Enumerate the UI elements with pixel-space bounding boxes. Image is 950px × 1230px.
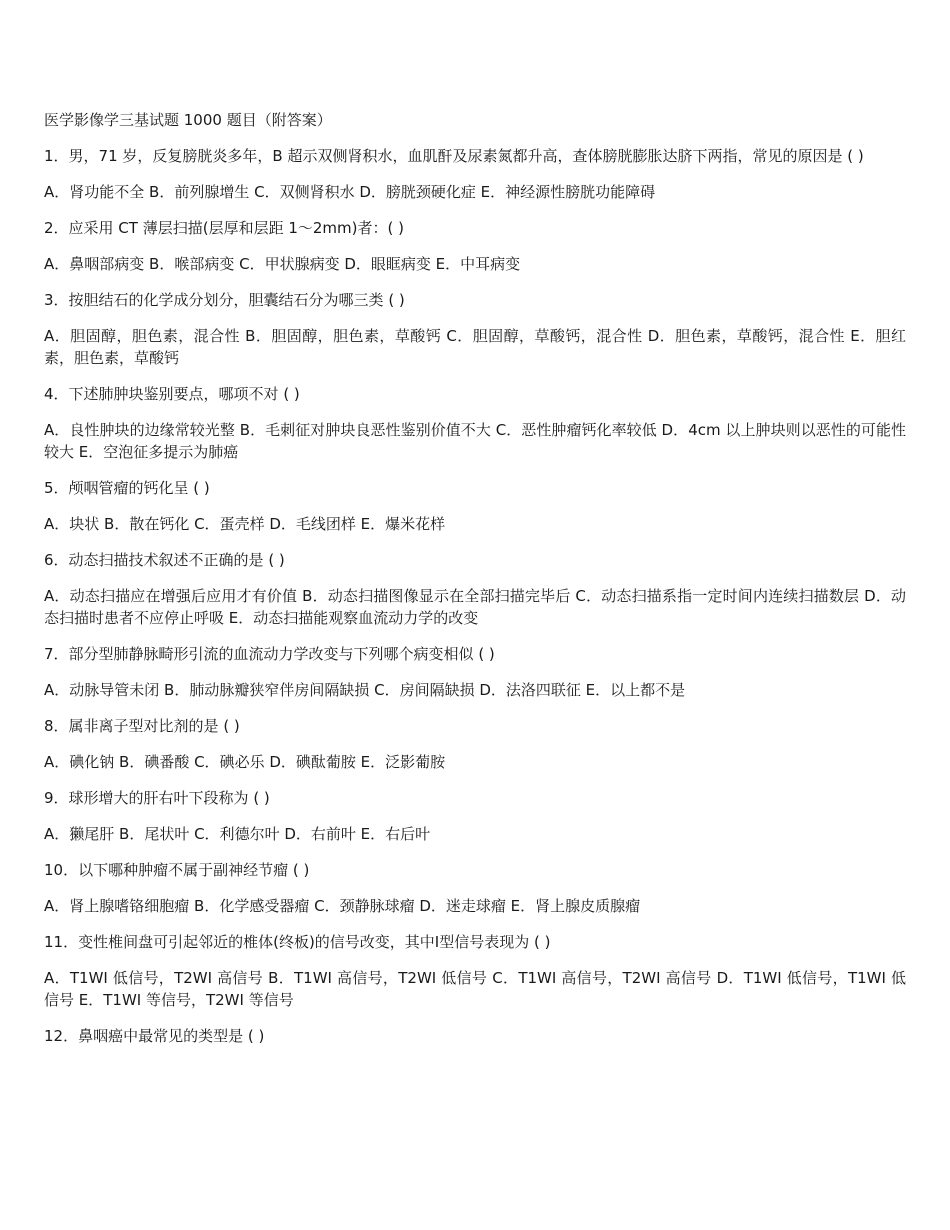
- question-8: 8．属非离子型对比剂的是 ( ): [44, 717, 240, 735]
- options-6: A．动态扫描应在增强后应用才有价值 B．动态扫描图像显示在全部扫描完毕后 C．动态扫描系指一定时间内连续扫描数层 D．动态扫描时患者不应停止呼吸 E．动态扫描能观察血流动力学的改变: [44, 587, 906, 627]
- question-4: 4．下述肺肿块鉴别要点，哪项不对 ( ): [44, 385, 300, 403]
- question-1: 1．男，71 岁，反复膀胱炎多年，B 超示双侧肾积水，血肌酐及尿素氮都升高，查体膀胱膨胀达脐下两指，常见的原因是 ( ): [44, 147, 864, 165]
- options-4: A．良性肿块的边缘常较光整 B．毛刺征对肿块良恶性鉴别价值不大 C．恶性肿瘤钙化率较低 D．4cm 以上肿块则以恶性的可能性较大 E．空泡征多提示为肺癌: [44, 421, 906, 461]
- question-7: 7．部分型肺静脉畸形引流的血流动力学改变与下列哪个病变相似 ( ): [44, 645, 495, 663]
- options-1: A．肾功能不全 B．前列腺增生 C．双侧肾积水 D．膀胱颈硬化症 E．神经源性膀胱功能障碍: [44, 183, 656, 201]
- question-11: 11．变性椎间盘可引起邻近的椎体(终板)的信号改变，其中Ⅰ型信号表现为 ( ): [44, 933, 551, 951]
- question-12: 12．鼻咽癌中最常见的类型是 ( ): [44, 1027, 265, 1045]
- options-8: A．碘化钠 B．碘番酸 C．碘必乐 D．碘酞葡胺 E．泛影葡胺: [44, 753, 446, 771]
- question-9: 9．球形增大的肝右叶下段称为 ( ): [44, 789, 270, 807]
- options-9: A．獭尾肝 B．尾状叶 C．利德尔叶 D．右前叶 E．右后叶: [44, 825, 431, 843]
- options-11: A．T1WI 低信号，T2WI 高信号 B．T1WI 高信号，T2WI 低信号 C．T1WI 高信号，T2WI 高信号 D．T1WI 低信号，T1WI 低信号 E．T1WI 等信号，T2WI 等信号: [44, 969, 906, 1009]
- document-title: 医学影像学三基试题 1000 题目（附答案）: [44, 111, 332, 129]
- options-10: A．肾上腺嗜铬细胞瘤 B．化学感受器瘤 C．颈静脉球瘤 D．迷走球瘤 E．肾上腺皮质腺瘤: [44, 897, 641, 915]
- document-page: [44, 109, 906, 1061]
- options-3: A．胆固醇，胆色素，混合性 B．胆固醇，胆色素，草酸钙 C．胆固醇，草酸钙，混合性 D．胆色素，草酸钙，混合性 E．胆红素，胆色素，草酸钙: [44, 327, 906, 367]
- question-6: 6．动态扫描技术叙述不正确的是 ( ): [44, 551, 285, 569]
- question-10: 10．以下哪种肿瘤不属于副神经节瘤 ( ): [44, 861, 310, 879]
- question-5: 5．颅咽管瘤的钙化呈 ( ): [44, 479, 210, 497]
- options-5: A．块状 B．散在钙化 C．蛋壳样 D．毛线团样 E．爆米花样: [44, 515, 446, 533]
- question-2: 2．应采用 CT 薄层扫描(层厚和层距 1～2mm)者：( ): [44, 219, 404, 237]
- options-2: A．鼻咽部病变 B．喉部病变 C．甲状腺病变 D．眼眶病变 E．中耳病变: [44, 255, 521, 273]
- options-7: A．动脉导管未闭 B．肺动脉瓣狭窄伴房间隔缺损 C．房间隔缺损 D．法洛四联征 E．以上都不是: [44, 681, 686, 699]
- question-3: 3．按胆结石的化学成分划分，胆囊结石分为哪三类 ( ): [44, 291, 405, 309]
